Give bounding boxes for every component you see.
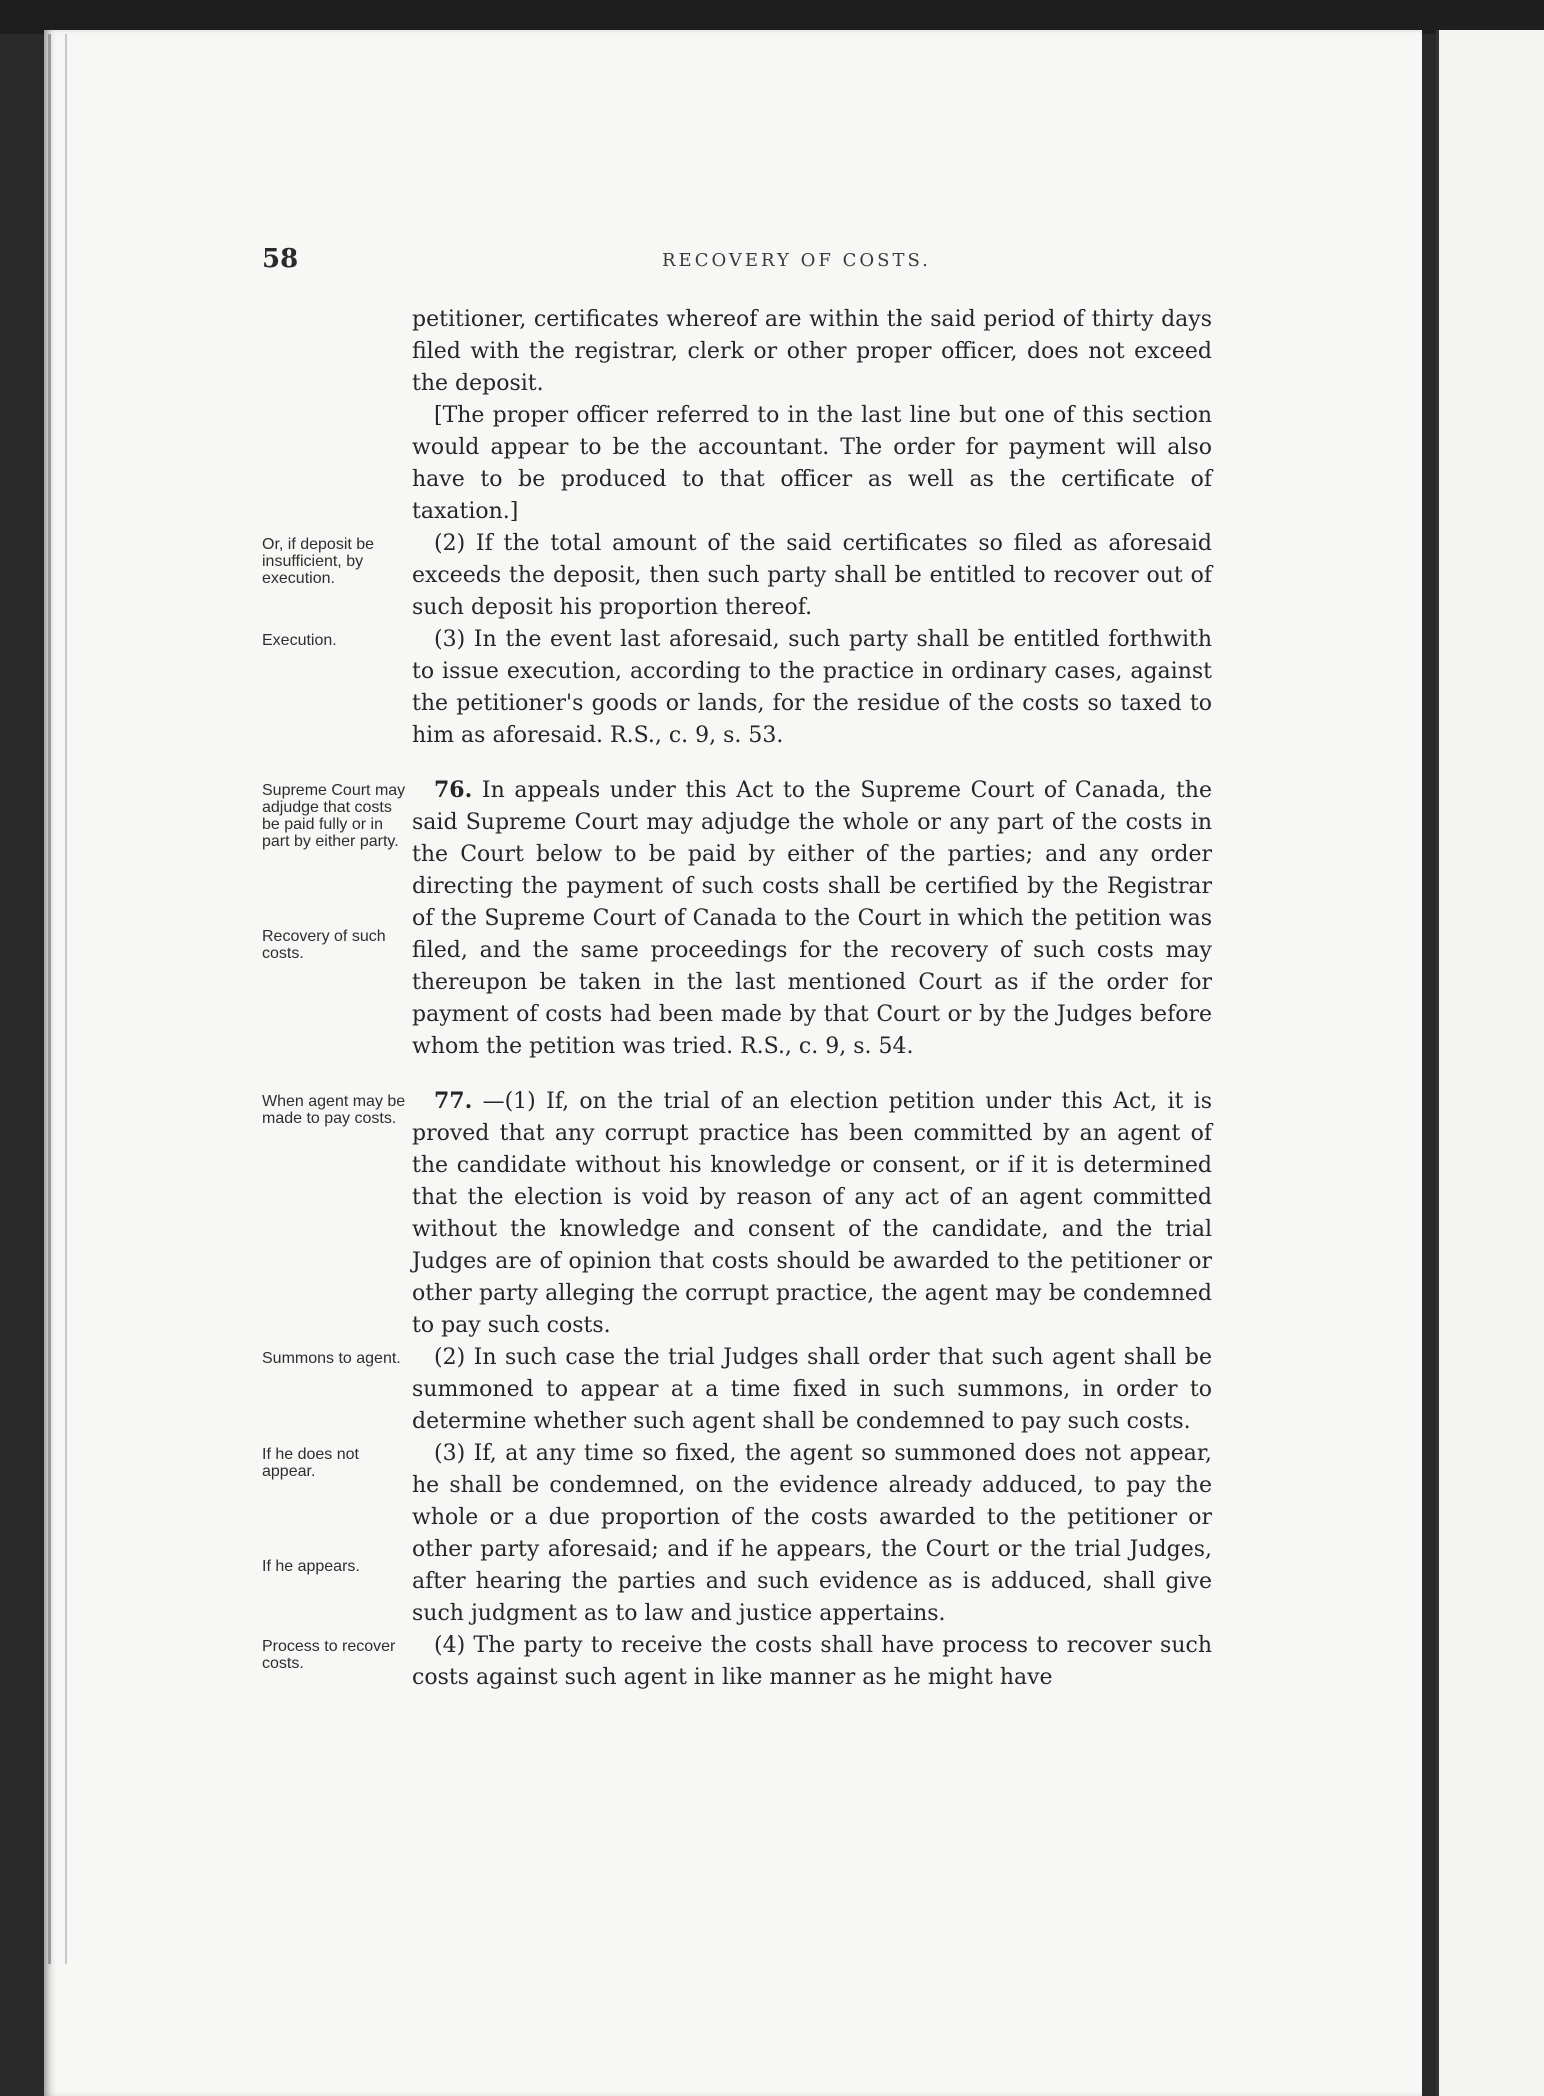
paragraph	[412, 304, 1212, 400]
paragraph-text: (2) In such case the trial Judges shall order that such agent shall be summoned to appear at a time fixed in such summons, in order to determine whether such agent shall be condemned to pay such costs.	[412, 1345, 1212, 1434]
section-number: 77.	[434, 1088, 473, 1114]
section-text-column	[412, 624, 1212, 752]
marginal-note: Process to recover costs.	[262, 1638, 396, 1672]
paragraph-text: (2) If the total amount of the said certificates so filed as aforesaid exceeds the deposit, then such party shall be entitled to recover out of such deposit his proportion thereof.	[412, 531, 1212, 620]
marginal-note: Recovery of such costs.	[262, 928, 386, 962]
paragraph	[412, 1342, 1212, 1438]
marginal-notes	[262, 624, 412, 655]
section-row	[262, 1438, 1222, 1630]
marginal-note: If he appears.	[262, 1558, 360, 1575]
section-text-column	[412, 528, 1212, 624]
section-row	[262, 528, 1222, 624]
marginal-notes	[262, 1438, 412, 1581]
paragraph-text: In appeals under this Act to the Supreme Court of Canada, the said Supreme Court may adjudge the whole or any part of the costs in the Court below to be paid by either of the parties; and any order directing the payment of such costs shall be certified by the Registrar of the Supreme Court of Canada to the Court in which the petition was filed, and the same proceedings for the recovery of such costs may thereupon be taken in the last mentioned Court as if the order for payment of costs had been made by that Court or by the Judges before whom the petition was tried. R.S., c. 9, s. 54.	[412, 778, 1212, 1059]
paragraph	[412, 528, 1212, 624]
scan-top-border	[0, 0, 1544, 34]
section-text-column	[412, 400, 1212, 528]
paragraph	[412, 624, 1212, 752]
section-row	[262, 624, 1222, 752]
section-text-column	[412, 1342, 1212, 1438]
marginal-note: Or, if deposit be insufficient, by execution.	[262, 536, 375, 587]
running-head: RECOVERY OF COSTS.	[662, 250, 931, 271]
section-row	[262, 304, 1222, 400]
page-binding-edge	[48, 34, 67, 1964]
paragraph	[412, 1438, 1212, 1630]
marginal-note: Execution.	[262, 632, 337, 649]
paragraph-text: —(1) If, on the trial of an election petition under this Act, it is proved that any corrupt practice has been committed by an agent of the candidate without his knowledge or consent, or if it is determined that the election is void by reason of any act of an agent committed without the knowledge and consent of the candidate, and the trial Judges are of opinion that costs should be awarded to the petitioner or other party alleging the corrupt practice, the agent may be condemned to pay such costs.	[412, 1089, 1212, 1338]
section-row	[262, 1342, 1222, 1438]
marginal-note: If he does not appear.	[262, 1446, 359, 1480]
section-row	[262, 774, 1222, 1063]
marginal-note: Supreme Court may adjudge that costs be paid fully or in part by either party.	[262, 782, 406, 850]
section-row	[262, 1085, 1222, 1342]
page-header	[262, 244, 1222, 276]
marginal-notes	[262, 774, 412, 968]
paragraph-text: (3) If, at any time so fixed, the agent so summoned does not appear, he shall be condemned, on the evidence already adduced, to pay the whole or a due proportion of the costs awarded to the petitioner or other party aforesaid; and if he appears, the Court or the trial Judges, after hearing the parties and such evidence as is adduced, shall give such judgment as to law and justice appertains.	[412, 1441, 1212, 1626]
facing-page-edge	[1436, 30, 1544, 2096]
paragraph	[412, 774, 1212, 1063]
paragraph-text: [The proper officer referred to in the last line but one of this section would appear to be the accountant. The order for payment will also have to be produced to that officer as well as the certificate of taxation.]	[412, 403, 1212, 524]
section-row	[262, 400, 1222, 528]
paragraph	[412, 1630, 1212, 1694]
paragraph	[412, 1085, 1212, 1342]
section-text-column	[412, 1085, 1212, 1342]
section-text-column	[412, 1438, 1212, 1630]
paragraph-text: (4) The party to receive the costs shall have process to recover such costs against such agent in like manner as he might have	[412, 1633, 1212, 1690]
marginal-notes	[262, 1630, 412, 1678]
section-text-column	[412, 1630, 1212, 1694]
marginal-notes	[262, 400, 412, 408]
section-row	[262, 1630, 1222, 1694]
section-number: 76.	[434, 777, 473, 803]
marginal-note: When agent may be made to pay costs.	[262, 1093, 406, 1127]
marginal-note: Summons to agent.	[262, 1350, 401, 1367]
paragraph-text: petitioner, certificates whereof are within the said period of thirty days filed with the registrar, clerk or other proper officer, does not exceed the deposit.	[412, 307, 1212, 396]
marginal-notes	[262, 1085, 412, 1133]
marginal-notes	[262, 528, 412, 593]
page-body	[262, 304, 1222, 1784]
page-number: 58	[262, 244, 299, 274]
paragraph	[412, 400, 1212, 528]
marginal-notes	[262, 1342, 412, 1373]
section-text-column	[412, 774, 1212, 1063]
paragraph-text: (3) In the event last aforesaid, such party shall be entitled forthwith to issue execution, according to the practice in ordinary cases, against the petitioner's goods or lands, for the residue of the costs so taxed to him as aforesaid. R.S., c. 9, s. 53.	[412, 627, 1212, 748]
section-text-column	[412, 304, 1212, 400]
marginal-notes	[262, 304, 412, 312]
